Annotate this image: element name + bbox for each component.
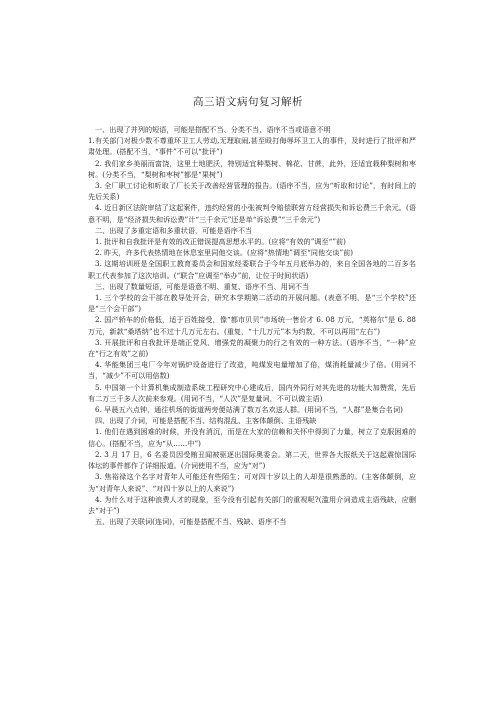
paragraph: 4. 近日新区法院审结了这起案件，违约经营的小张被判令赔偿联营方经营损失和诉讼费三千余元。(语意不明，是“经济损失和诉讼费”计“三千余元”还是单“诉讼费”“三千余元”) [88,203,416,224]
paragraph: 1. 三个学校的会干部在教导处开会，研究本学期第二活动的开展问题。(表意不明，是“三个学校”还是“三个会干部”) [88,293,416,314]
paragraph: 3. 这期培训班是全国职工教育委员会和国家经委联合于今年五月底举办的，来自全国各地的二百多名职工代表参加了这次培训。(“联合”应调至“举办”前，让位于时间状语) [88,259,416,280]
paragraph: 四、出现了介词，可能是搭配不当、结构混乱、主客体颠倒、主语残缺 [95,416,317,426]
paragraph: 1.有关部门对极少数不尊重环卫工人劳动,无理取闹,甚至殴打侮辱环卫工人的事件，及时进行了批评和严肃处理。(搭配不当，“事件”不可以“批评”) [88,136,416,157]
paragraph: 2. 国产轿车的价格低，适于百姓接受，像“都市贝贝”市场统一售价才 6. 08 万元，“英格尔”是 6. 88 万元，新款“桑塔纳”也不过十几万元左右。(重复，“十几万元”本为约数，不可以再用“左右”) [88,315,416,336]
paragraph: 4. 华能集团三电厂今年对锅炉设备进行了改造，吨煤发电量增加了倍，煤消耗量减少了倍。(用词不当，“减少”不可以用倍数) [88,360,416,381]
paragraph: 二、出现了多重定语和多重状语，可能是语序不当 [95,225,253,235]
paragraph: 1. 批评和自我批评是有效的改正错误提高思想水平的。(应将“有效的”调至“”前) [95,237,346,247]
paragraph: 6. 早晨五六点钟，通往机场的街道两旁便站满了数万名欢送人群。(用词不当，“人群”是集合名词) [95,405,403,415]
paragraph: 2. 昨天，许多代表热情地在休息室里同他交谈。(应将“热情地”调至“同他交谈”前) [95,248,354,258]
paragraph: 5. 中国第一个计算机集成制造系统工程研究中心建成后，国内外同行对其先进的功能大加赞赏，先后有二万三千多人次前来参观。(用词不当，“人次”是复量词，不可以做主语) [88,382,416,403]
paragraph: 3. 开展批评和自我批评是端正党风、增强党的凝聚力的行之有效的一种方法。(语序不当，“一种”应在“行之有效”之前) [88,337,416,359]
paragraph: 4. 为什么对于这种浪费人才的现象，至今没有引起有关部门的重视呢?(滥用介词造成主语残缺，应删去“对于”) [88,494,416,515]
paragraph: 五、出现了关联词(连词)，可能是搭配不当、残缺、语序不当 [95,517,287,527]
paragraph: 3. 焦裕禄这个名字对青年人可能还有些陌生；可对四十岁以上的人却是很熟悉的。(主客体颠倒，应为“对青年人来说”、“对四十岁以上的人来说”) [88,472,416,493]
paragraph: 三、出现了数量短语，可能是语意不明、重复、语序不当、用词不当 [95,281,310,291]
paragraph: 2. 我们家乡美丽而富饶，这里土地肥沃，特别适宜种梨树、棉花、甘蔗，此外，还适宜栽种梨树和枣树。(分类不当，“梨树和枣树”都是“果树”) [88,158,416,179]
paragraph: 3. 全厂职工讨论和听取了厂长关于改善经营管理的报告。(语序不当，应为“听取和讨论”，有时间上的先后关系) [88,181,416,202]
paragraph: 一、出现了并列的短语，可能是搭配不当、分类不当、语序不当或语意不明 [95,125,331,134]
paragraph: 1. 他们在遇到困难的时候，并没有消沉，而是在大家的信赖和关怀中得到了力量，树立了克服困难的信心。(搭配不当，应为“从……中”) [88,427,416,448]
paragraph: 2. 3 月 17 日，6 名委员因受贿丑闻被驱逐出国际奥委会。第二天，世界各大报纸关于这起震惊国际体坛的事件都作了详细报道。(介词使用不当，应为“对”) [88,449,416,471]
document-body [88,124,416,527]
page-title: 高三语文病句复习解析 [193,96,303,108]
